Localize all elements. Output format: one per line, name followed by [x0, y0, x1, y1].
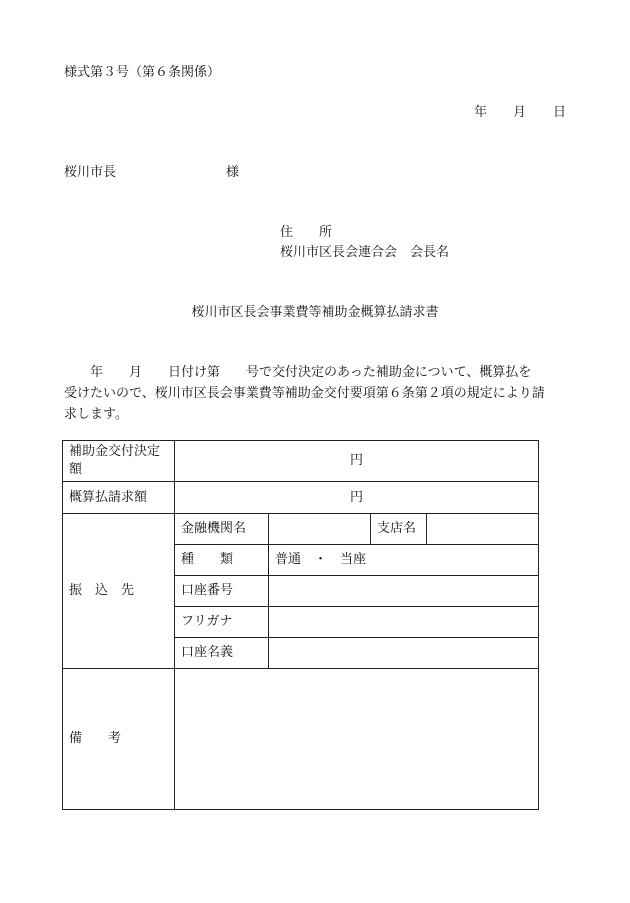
date-day-label: 日	[553, 105, 567, 120]
body-line-1: 年 月 日付け第 号で交付決定のあった補助金について、概算払を	[64, 365, 532, 380]
grant-amount-row	[63, 441, 539, 482]
remarks-field[interactable]	[175, 669, 539, 810]
request-amount-field[interactable]	[175, 482, 539, 514]
addressee-suffix: 様	[226, 165, 240, 180]
remarks-label: 備 考	[63, 669, 175, 810]
account-type-options[interactable]: 普通 ・ 当座	[269, 545, 539, 576]
account-name-label: 口座名義	[175, 638, 269, 669]
account-name-field[interactable]	[269, 638, 539, 669]
bank-row	[63, 514, 539, 545]
account-type-label: 種 類	[175, 545, 269, 576]
body-line-3: 求します。	[64, 407, 128, 422]
transfer-destination-label: 振 込 先	[63, 514, 175, 669]
request-amount-label: 概算払請求額	[63, 482, 175, 514]
grant-amount-field[interactable]	[175, 441, 539, 482]
date-month-label: 月	[513, 105, 527, 120]
bank-name-field[interactable]	[269, 514, 371, 545]
request-amount-row	[63, 482, 539, 514]
branch-name-label: 支店名	[371, 514, 427, 545]
grant-amount-label-line1: 補助金交付決定	[69, 444, 161, 459]
grant-amount-label-line2: 額	[69, 462, 83, 477]
furigana-label: フリガナ	[175, 607, 269, 638]
grant-amount-label	[63, 441, 175, 482]
applicant-name-line: 桜川市区長会連合会 会長名	[280, 245, 450, 260]
grant-amount-unit: 円	[350, 453, 364, 468]
request-body-text	[64, 362, 569, 425]
bank-name-label: 金融機関名	[175, 514, 269, 545]
addressee-name: 桜川市長	[64, 165, 117, 180]
applicant-address-label: 住 所	[280, 225, 333, 240]
account-number-label: 口座番号	[175, 576, 269, 607]
document-title: 桜川市区長会事業費等補助金概算払請求書	[191, 305, 439, 320]
body-line-2: 受けたいので、桜川市区長会事業費等補助金交付要項第６条第２項の規定により請	[64, 386, 545, 401]
furigana-field[interactable]	[269, 607, 539, 638]
form-number: 様式第３号（第６条関係）	[64, 65, 221, 80]
remarks-row	[63, 669, 539, 810]
request-amount-unit: 円	[350, 489, 364, 505]
request-form-table	[62, 440, 539, 810]
branch-name-field[interactable]	[427, 514, 539, 545]
account-number-field[interactable]	[269, 576, 539, 607]
date-year-label: 年	[474, 105, 488, 120]
